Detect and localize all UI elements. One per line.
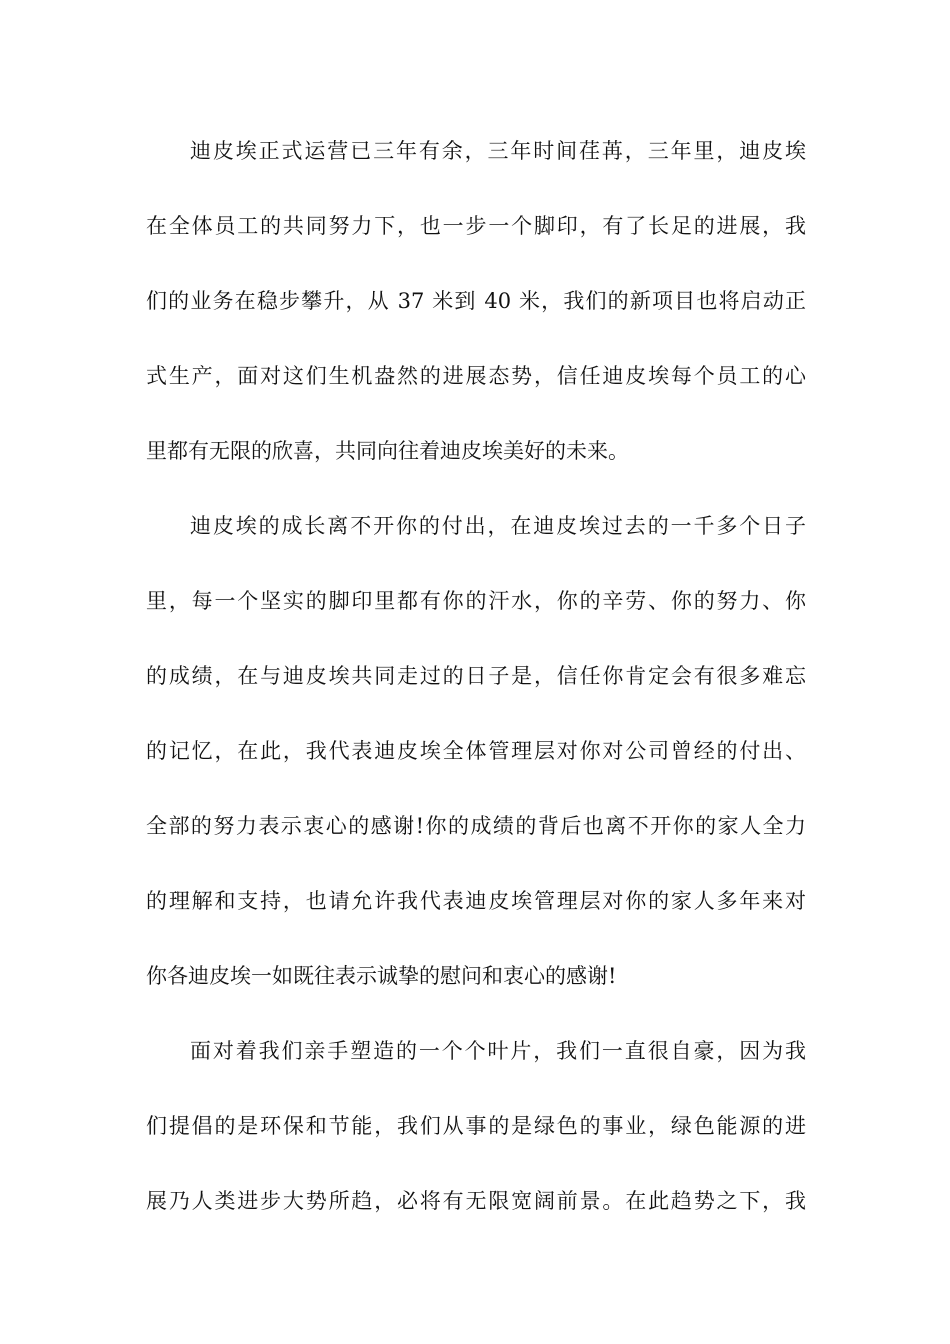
paragraph-2-line-5: 全部的努力表示衷心的感谢!你的成绩的背后也离不开你的家人全力 [146, 814, 806, 838]
paragraph-1-line-5: 里都有无限的欣喜，共同向往着迪皮埃美好的未来。 [146, 439, 629, 463]
paragraph-1-line-4: 式生产，面对这们生机盎然的进展态势，信任迪皮埃每个员工的心 [146, 364, 806, 388]
paragraph-2-line-6: 的理解和支持，也请允许我代表迪皮埃管理层对你的家人多年来对 [146, 889, 806, 913]
paragraph-2-line-2: 里，每一个坚实的脚印里都有你的汗水，你的辛劳、你的努力、你 [146, 589, 806, 613]
paragraph-2-line-1: 迪皮埃的成长离不开你的付出，在迪皮埃过去的一千多个日子 [190, 514, 806, 538]
paragraph-2-line-3: 的成绩，在与迪皮埃共同走过的日子是，信任你肯定会有很多难忘 [146, 664, 806, 688]
paragraph-3-line-2: 们提倡的是环保和节能，我们从事的是绿色的事业，绿色能源的进 [146, 1114, 806, 1138]
document-body [146, 133, 806, 1221]
paragraph-3-line-3: 展乃人类进步大势所趋，必将有无限宽阔前景。在此趋势之下，我 [146, 1189, 806, 1213]
paragraph-1-line-2: 在全体员工的共同努力下，也一步一个脚印，有了长足的进展，我 [146, 214, 806, 238]
paragraph-2-line-7: 你各迪皮埃一如既往表示诚挚的慰问和衷心的感谢! [146, 964, 617, 988]
paragraph-1-line-3: 们的业务在稳步攀升，从 37 米到 40 米，我们的新项目也将启动正 [146, 289, 806, 313]
paragraph-1-line-1: 迪皮埃正式运营已三年有余，三年时间荏苒，三年里，迪皮埃 [190, 139, 806, 163]
paragraph-2-line-4: 的记忆，在此，我代表迪皮埃全体管理层对你对公司曾经的付出、 [146, 739, 806, 763]
paragraph-3-line-1: 面对着我们亲手塑造的一个个叶片，我们一直很自豪，因为我 [190, 1039, 806, 1063]
